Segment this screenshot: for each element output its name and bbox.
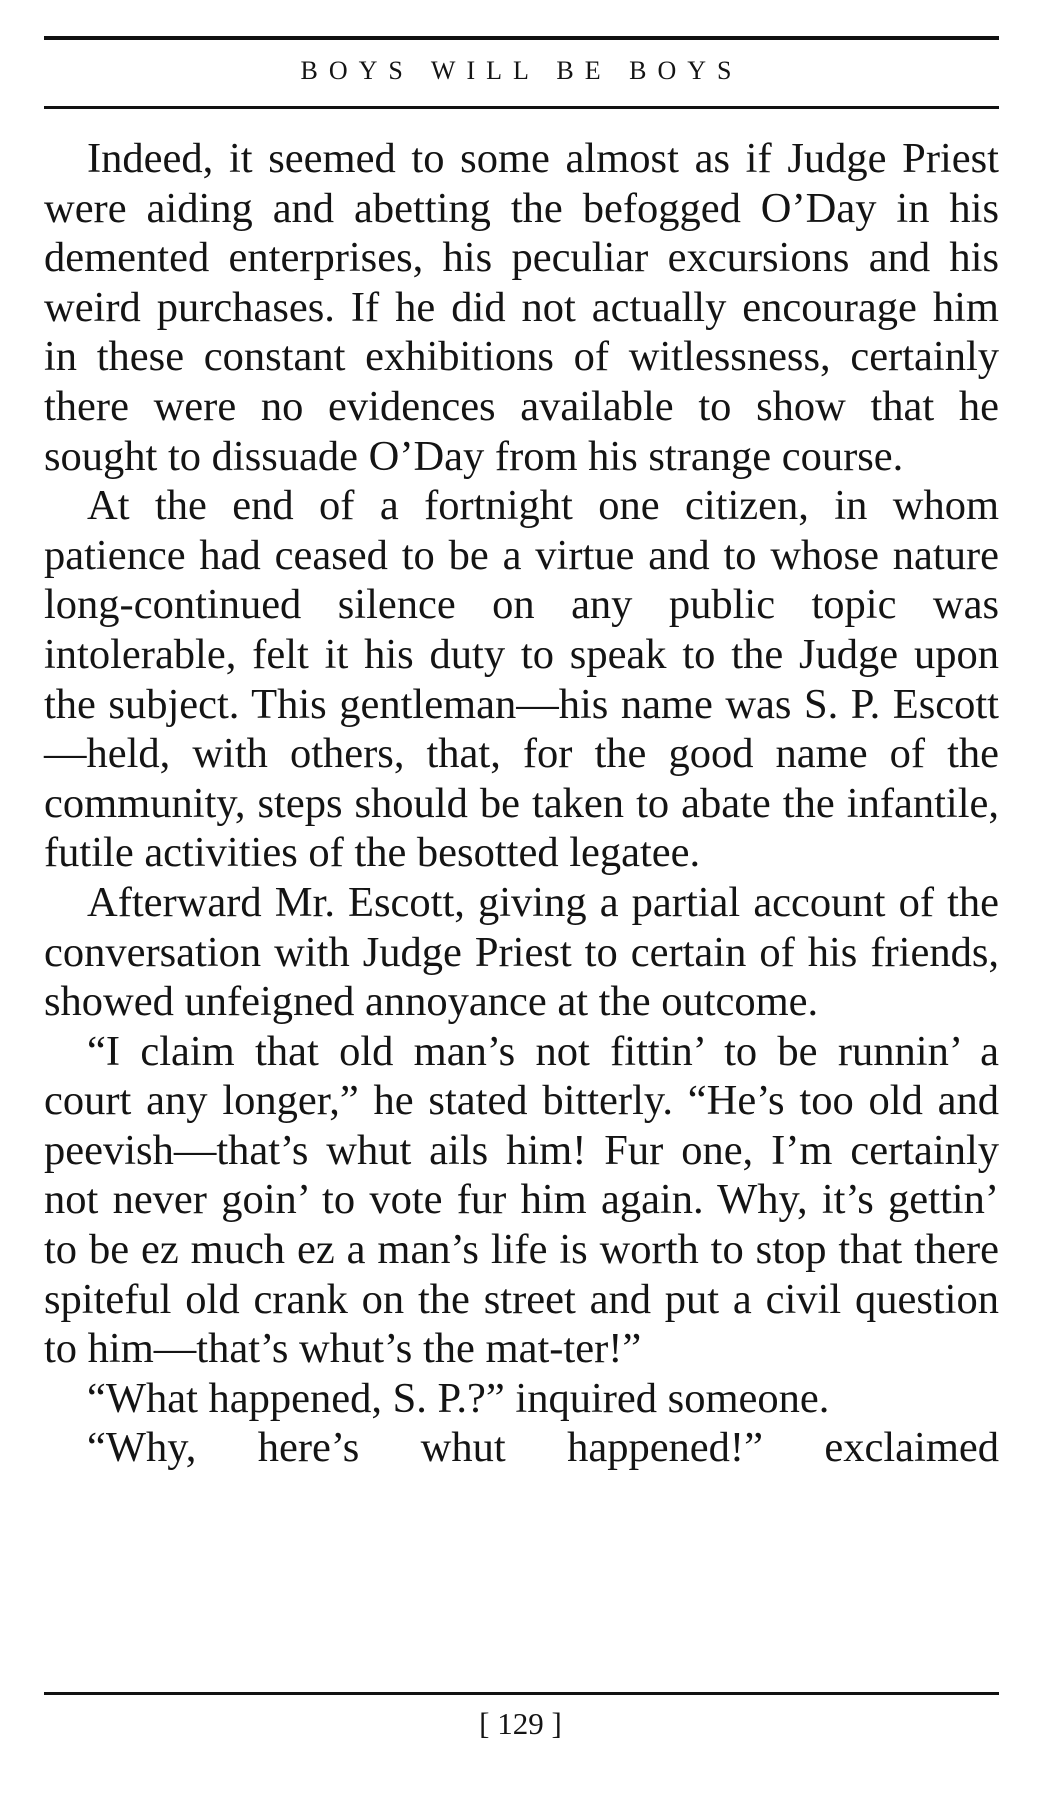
paragraph: Indeed, it seemed to some almost as if Judge Priest were aiding and abetting the befogged O’Day in his demented enterprises, his peculiar excursions and his weird purchases. If he did not actually encourage him in these constant exhibitions of witlessness, certainly there were no evidences available to show that he sought to dissuade O’Day from his strange course. — [44, 135, 999, 480]
paragraph: “What happened, S. P.?” inquired someone. — [87, 1374, 830, 1422]
paragraph: Afterward Mr. Escott, giving a partial account of the conversation with Judge Priest to certain of his friends, showed unfeigned annoyance at the outcome. — [44, 878, 999, 1026]
running-head: BOYS WILL BE BOYS — [300, 56, 743, 85]
paragraph-last-line: “Why, here’s whut happened!” exclaimed — [87, 1424, 999, 1472]
paragraph: “I claim that old man’s not fittin’ to be runnin’ a court any longer,” he stated bitterly. “He’s too old and peevish—that’s whut ails him! Fur one, I’m certainly not never goin’ to vote fur him again. Why, it’s gettin’ to be ez much ez a man’s life is worth to stop that there spiteful old crank on the street and put a civil question to him—that’s whut’s the mat-ter!” — [44, 1027, 999, 1373]
header-rule — [44, 106, 999, 109]
top-rule — [44, 36, 999, 40]
footer-rule — [44, 1692, 999, 1695]
paragraph: At the end of a fortnight one citizen, in whom patience had ceased to be a virtue and to whose nature long-continued silence on any public topic was intolerable, felt it his duty to speak to the Judge upon the subject. This gentleman—his name was S. P. Escott—held, with others, that, for the good name of the community, steps should be taken to abate the infantile, futile activities of the besotted legatee. — [44, 482, 999, 877]
page-number: [ 129 ] — [479, 1706, 562, 1741]
body-text — [44, 134, 999, 1473]
